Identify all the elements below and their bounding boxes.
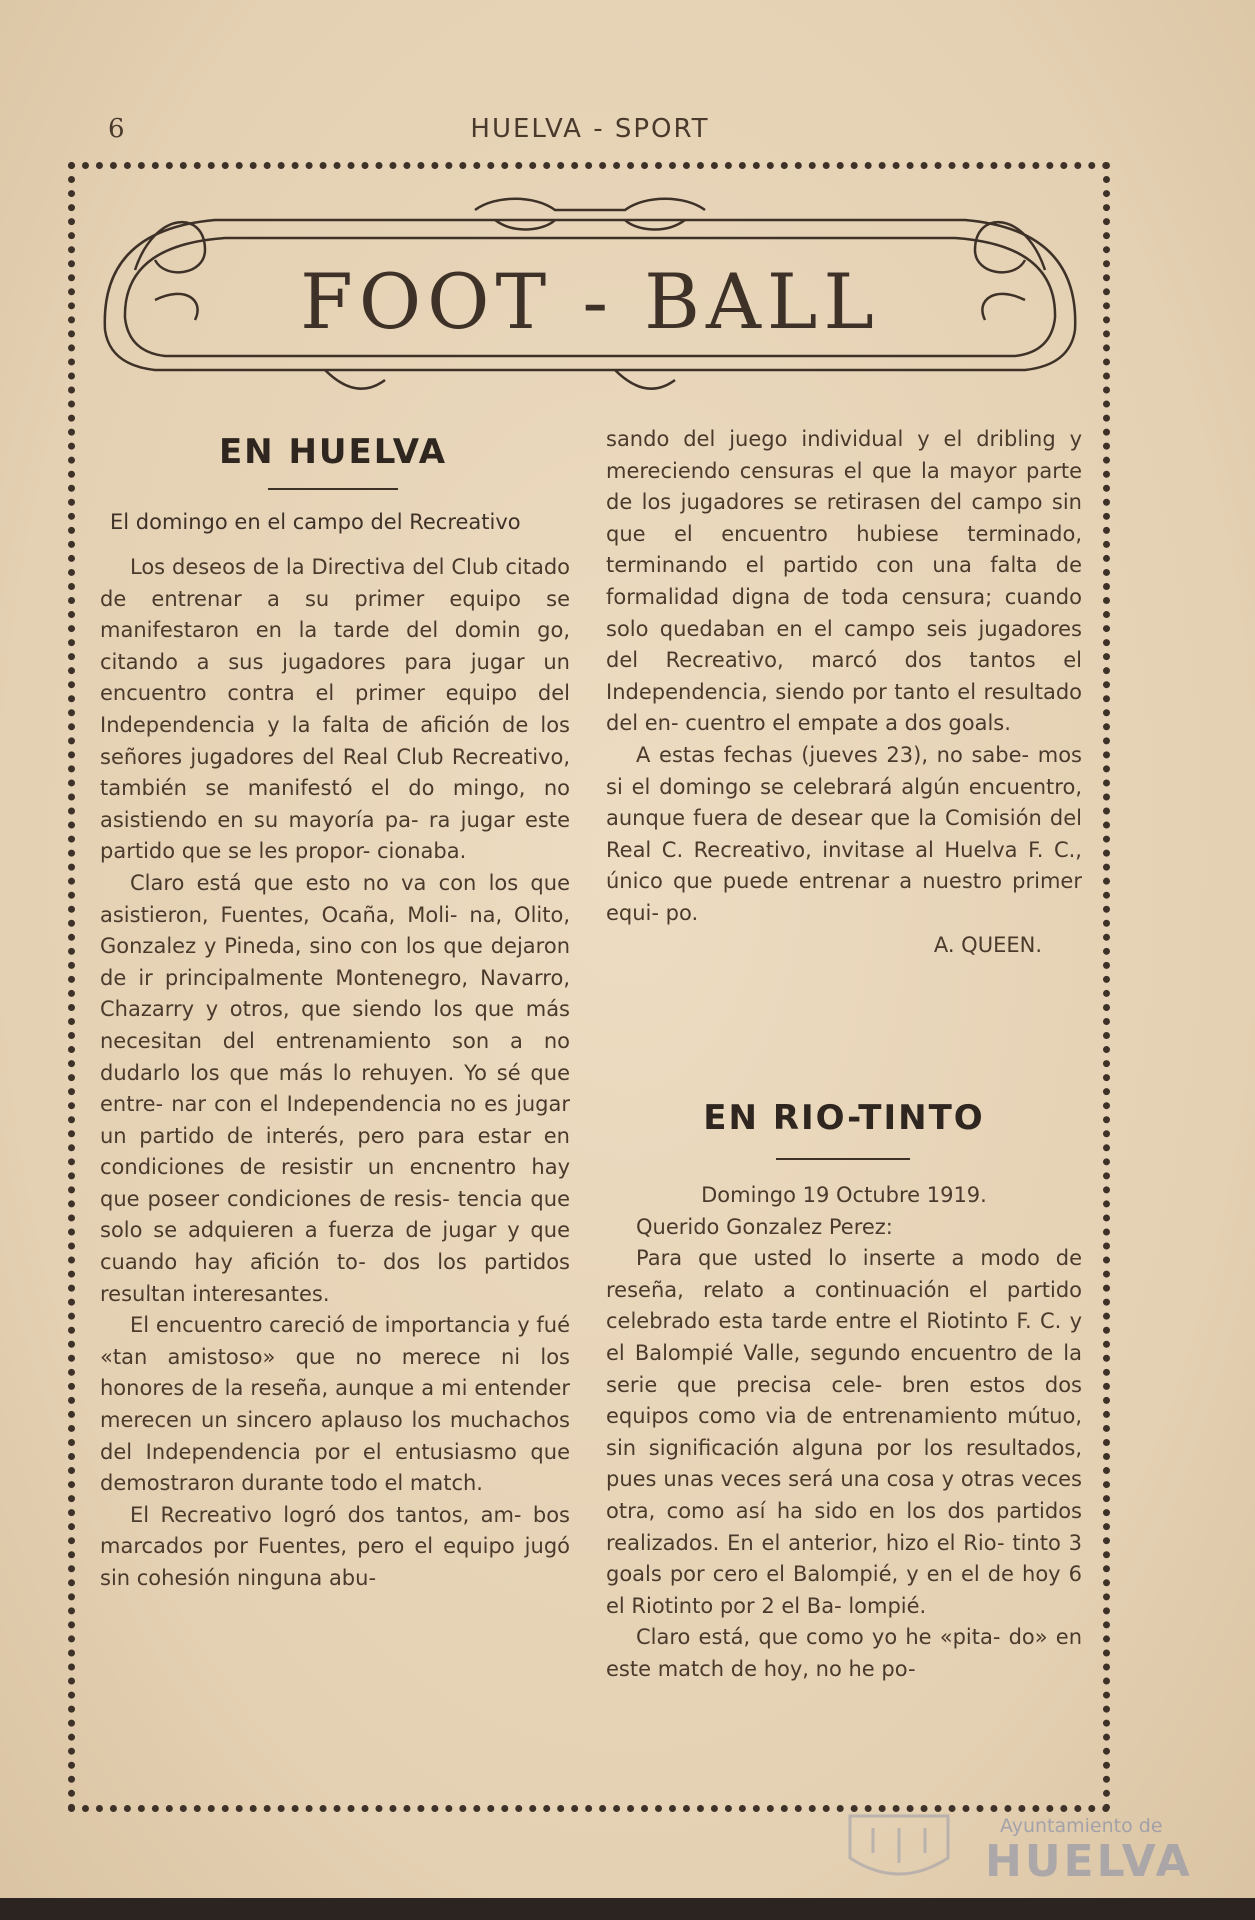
paragraph: Claro está que esto no va con los que asistieron, Fuentes, Ocaña, Moli- na, Olito, Gonzalez y Pineda, sino con los que dejaron de ir principalmente Montenegro, Navarro, Chazarry y otros, que siendo los que más necesitan del entrenamiento son a no dudarlo los que más lo rehuyen. Yo sé que entre- nar con el Independencia no es jugar un partido de interés, pero para estar en condiciones de resistir un encnentro hay que poseer condiciones de resis- tencia que solo se adquieren a fuerza de jugar y que cuando hay afición to- dos los partidos resultan interesantes. [100,870,570,1306]
left-column-text [100,552,570,1595]
right-column-text-bottom [606,1180,1082,1686]
watermark-line2: HUELVA [985,1836,1193,1887]
paragraph: Claro está, que como yo he «pita- do» en este match de hoy, no he po- [606,1625,1082,1681]
salutation: Querido Gonzalez Perez: [636,1214,893,1239]
scan-edge-strip [0,1898,1255,1920]
running-head: HUELVA - SPORT [470,114,710,144]
section-subhead: El domingo en el campo del Recreativo [110,510,521,534]
paragraph: El Recreativo logró dos tantos, am- bos marcados por Fuentes, pero el equipo jugó sin cohesión ninguna abu- [100,1502,570,1590]
page-number: 6 [108,114,125,144]
signature: A. QUEEN. [933,932,1042,957]
section-title-en-rio-tinto: EN RIO-TINTO [703,1098,985,1138]
dateline: Domingo 19 Octubre 1919. [701,1183,987,1207]
section-title-en-huelva: EN HUELVA [218,432,448,472]
right-column-text-top [606,424,1082,961]
paragraph-continued: sando del juego individual y el dribling y mereciendo censuras el que la mayor parte de los jugadores se retirasen del campo sin que el encuentro hubiese terminado, terminando el partido con una falta de formalidad digna de toda censura; cuando solo quedaban en el campo seis jugadores del Recreativo, marcó dos tantos el Independencia, siendo por tanto el resultado del en- cuentro el empate a dos goals. [606,427,1082,736]
title-rule [268,488,398,490]
paragraph: Para que usted lo inserte a modo de reseña, relato a continuación el partido celebrado esta tarde entre el Riotinto F. C. y el Balompié Valle, segundo encuentro de la serie que precisa cele- bren estos dos equipos como via de entrenamiento mútuo, sin significación alguna por los resultados, pues unas veces será una cosa y otras veces otra, como así ha sido en los dos partidos realizados. En el anterior, hizo el Rio- tinto 3 goals por cero el Balompié, y en el de hoy 6 el Riotinto por 2 el Ba- lompié. [606,1246,1082,1618]
title-rule [776,1158,910,1160]
banner-title: FOOT - BALL [300,257,880,346]
watermark-line1: Ayuntamiento de [1000,1815,1163,1837]
paragraph: A estas fechas (jueves 23), no sabe- mos si el domingo se celebrará algún encuentro, aunque fuera de desear que la Comisión del Real C. Recreativo, invitase al Huelva F. C., único que puede entrenar a nuestro primer equi- po. [606,742,1082,925]
paragraph: El encuentro careció de importancia y fué «tan amistoso» que no merece ni los honores de la reseña, aunque a mi entender merecen un sincero aplauso los muchachos del Independencia por el entusiasmo que demostraron durante todo el match. [100,1313,570,1496]
paragraph: Los deseos de la Directiva del Club citado de entrenar a su primer equipo se manifestaron en la tarde del domin go, citando a sus jugadores para jugar un encuentro contra el primer equipo del Independencia y la falta de afición de los señores jugadores del Real Club Recreativo, también se manifestó el do mingo, no asistiendo en su mayoría pa- ra jugar este partido que se les propor- cionaba. [100,555,570,864]
